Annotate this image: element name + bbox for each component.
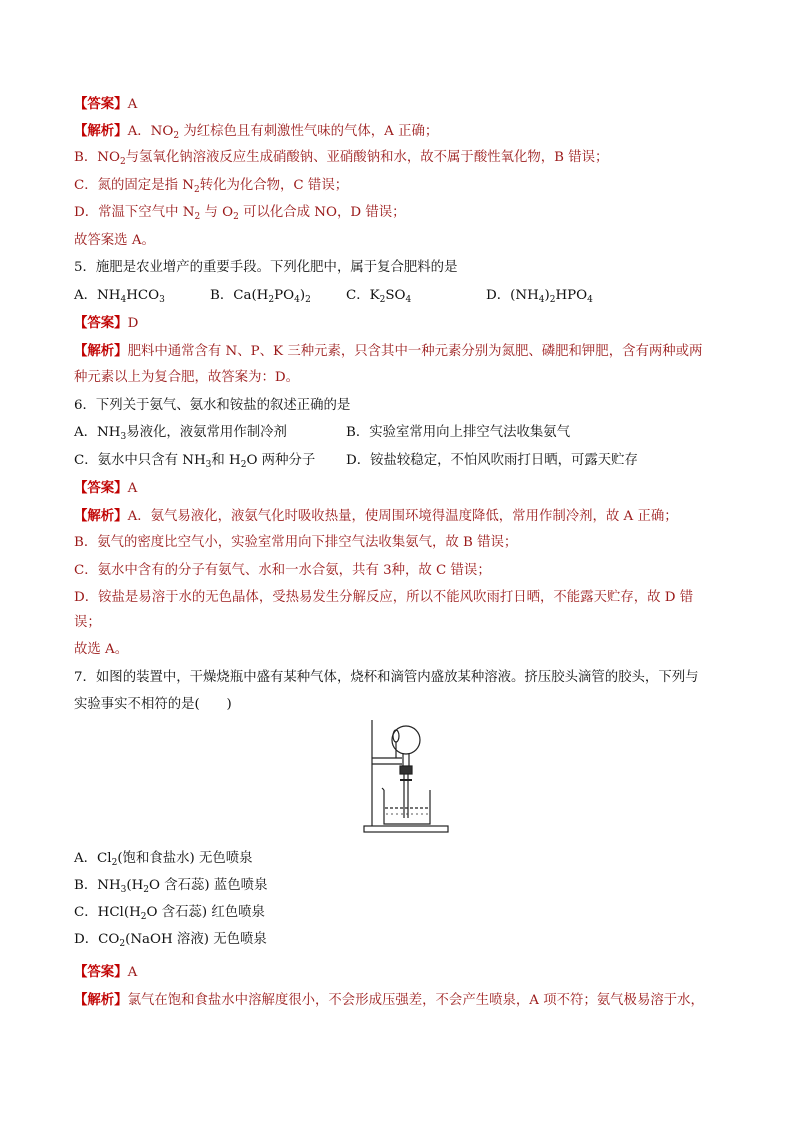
q5-option-d: D．$(NH_4)_2HPO_4$	[486, 288, 593, 305]
q6-option-c: C．氨水中只含有 $NH_3$和 $H_2O$ 两种分子	[74, 453, 316, 470]
answer-tag: 【答案】	[74, 315, 128, 331]
q6-conclusion: 故选 A。	[74, 642, 129, 657]
q6-answer-line	[74, 478, 734, 499]
q5-option-b: B．$Ca(H_2PO_4)_2$	[210, 288, 311, 305]
answer-value: A	[127, 965, 138, 980]
stopper	[400, 766, 412, 774]
answer-tag: 【答案】	[74, 96, 128, 112]
q5-analysis-l1: 【解析】肥料中通常含有 N、P、K 三种元素，只含其中一种元素分别为氮肥、磷肥和钾肥，含有两种或两	[74, 343, 703, 359]
dropper-bulb	[393, 730, 399, 742]
q7-option-d: D．$CO_2(NaOH$ 溶液) 无色喷泉	[74, 932, 267, 949]
q6-option-d: D．铵盐较稳定，不怕风吹雨打日晒，可露天贮存	[346, 453, 638, 468]
q4-answer-line	[74, 94, 734, 115]
q4-analysis-a: 【解析】A．$NO_2$ 为红棕色且有刺激性气味的气体，A 正确；	[74, 123, 439, 141]
q6-analysis-a: 【解析】A．氨气易液化，液氨气化时吸收热量，使周围环境得温度降低，常用作制冷剂，故 A 正确；	[74, 508, 678, 524]
q5-answer-line	[74, 313, 734, 334]
q7-option-a: A．$Cl_2$(饱和食盐水) 无色喷泉	[74, 851, 253, 868]
q7-stem-l2: 实验事实不相符的是( )	[74, 697, 232, 712]
q5-stem: 5．施肥是农业增产的重要手段。下列化肥中，属于复合肥料的是	[74, 260, 458, 275]
analysis-tag: 【解析】	[74, 343, 128, 359]
q5-option-c: C．$K_2SO_4$	[346, 288, 412, 305]
q6-analysis-d1: D．铵盐是易溶于水的无色晶体，受热易发生分解反应，所以不能风吹雨打日晒，不能露天贮存，故 D 错	[74, 590, 694, 605]
q6-option-b: B．实验室常用向上排空气法收集氨气	[346, 425, 571, 440]
analysis-tag: 【解析】	[74, 508, 128, 524]
q7-stem-l1: 7．如图的装置中，干燥烧瓶中盛有某种气体，烧杯和滴管内盛放某种溶液。挤压胶头滴管的胶头，下列与	[74, 670, 699, 685]
answer-value: A	[127, 97, 138, 112]
beaker	[384, 790, 430, 824]
q6-stem: 6．下列关于氨气、氨水和铵盐的叙述正确的是	[74, 398, 351, 413]
q6-option-a: A．$NH_3$易液化，液氨常用作制冷剂	[74, 425, 287, 442]
answer-tag: 【答案】	[74, 480, 128, 496]
answer-value: A	[127, 481, 138, 496]
q6-analysis-b: B．氨气的密度比空气小，实验室常用向下排空气法收集氨气，故 B 错误；	[74, 535, 518, 550]
q4-analysis-d: D．常温下空气中 $N_2$ 与 $O_2$ 可以化合成 NO，D 错误；	[74, 205, 406, 222]
q4-analysis-c: C．氮的固定是指 $N_2$转化为化合物，C 错误；	[74, 178, 349, 195]
q4-conclusion: 故答案选 A。	[74, 233, 155, 248]
q6-analysis-d2: 误；	[74, 615, 101, 630]
answer-tag: 【答案】	[74, 964, 128, 980]
q4-analysis-b: B．$NO_2$与氢氧化钠溶液反应生成硝酸钠、亚硝酸钠和水，故不属于酸性氧化物，B 错误；	[74, 150, 609, 167]
answer-value: D	[127, 316, 139, 331]
q7-option-b: B．$NH_3(H_2O$ 含石蕊) 蓝色喷泉	[74, 878, 268, 895]
q5-option-a: A．$NH_4HCO_3$	[74, 288, 165, 305]
q6-analysis-c: C．氨水中含有的分子有氨气、水和一水合氨，共有 3种，故 C 错误；	[74, 563, 491, 578]
fountain-apparatus-figure	[362, 718, 450, 836]
q7-option-c: C．$HCl(H_2O$ 含石蕊) 红色喷泉	[74, 905, 265, 922]
q5-analysis-l2: 种元素以上为复合肥，故答案为：D。	[74, 370, 299, 385]
q7-answer-line	[74, 962, 734, 983]
analysis-tag: 【解析】	[74, 992, 128, 1008]
stand-base	[364, 826, 448, 832]
analysis-tag: 【解析】	[74, 123, 128, 139]
q7-analysis-l1: 【解析】氯气在饱和食盐水中溶解度很小，不会形成压强差，不会产生喷泉，A 项不符；氨气极易溶于水，	[74, 992, 704, 1008]
